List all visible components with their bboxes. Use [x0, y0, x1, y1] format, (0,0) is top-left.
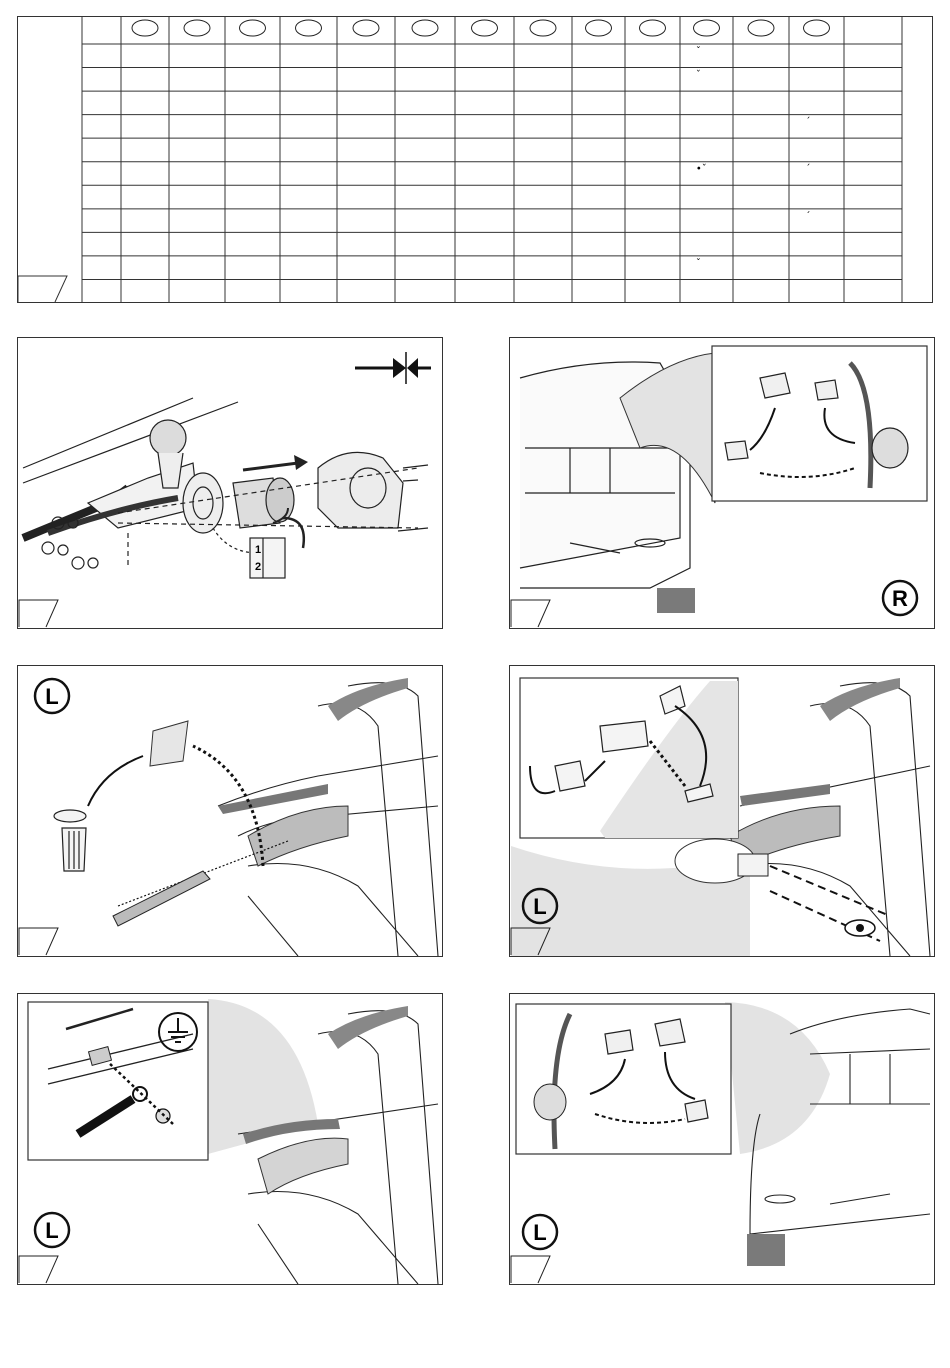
table-border	[18, 17, 933, 303]
side-badge	[35, 1213, 69, 1247]
inset-connectors	[712, 346, 927, 501]
corner-tab	[19, 600, 58, 627]
svg-text:R: R	[892, 586, 908, 611]
header-circle	[472, 20, 498, 36]
wiring-table-grid	[17, 16, 933, 303]
inset-ground	[28, 1002, 208, 1160]
svg-text:L: L	[45, 684, 59, 709]
panel-socket-assembly	[17, 337, 443, 629]
header-circle	[530, 20, 556, 36]
header-circle	[586, 20, 612, 36]
tick-mark: ´	[805, 210, 811, 222]
eye-icon	[845, 920, 875, 936]
header-circle	[412, 20, 438, 36]
side-badge	[883, 581, 917, 615]
header-circle	[804, 20, 830, 36]
panel-left-ground	[17, 993, 443, 1285]
tick-mark: ˇ	[695, 69, 701, 81]
tick-mark: ˇ	[695, 257, 701, 269]
tick-mark: ˇ	[695, 46, 701, 57]
header-circle	[132, 20, 158, 36]
svg-text:L: L	[45, 1218, 59, 1243]
panel-rear-right	[509, 337, 935, 629]
svg-text:L: L	[533, 894, 547, 919]
trash-bin-icon	[54, 810, 86, 871]
tick-mark: ´	[805, 163, 811, 175]
wiring-table	[17, 16, 933, 303]
module-digit-2: 2	[255, 561, 262, 573]
side-badge	[523, 1215, 557, 1249]
panel-left-lamp	[509, 993, 935, 1285]
header-circle	[353, 20, 379, 36]
tick-mark: •ˇ	[695, 163, 707, 175]
header-circle	[184, 20, 210, 36]
tick-mark: ´	[805, 116, 811, 128]
corner-tab	[18, 276, 67, 302]
panel-left-module	[509, 665, 935, 957]
module-digit-1: 1	[255, 544, 262, 556]
inset-connectors	[516, 1004, 731, 1154]
header-circle	[296, 20, 322, 36]
tighten-arrows-icon	[355, 352, 431, 384]
panel-left-trim	[17, 665, 443, 957]
svg-text:L: L	[533, 1220, 547, 1245]
header-circle	[240, 20, 266, 36]
header-circle	[640, 20, 666, 36]
header-circle	[694, 20, 720, 36]
header-circle	[748, 20, 774, 36]
side-badge	[35, 679, 69, 713]
